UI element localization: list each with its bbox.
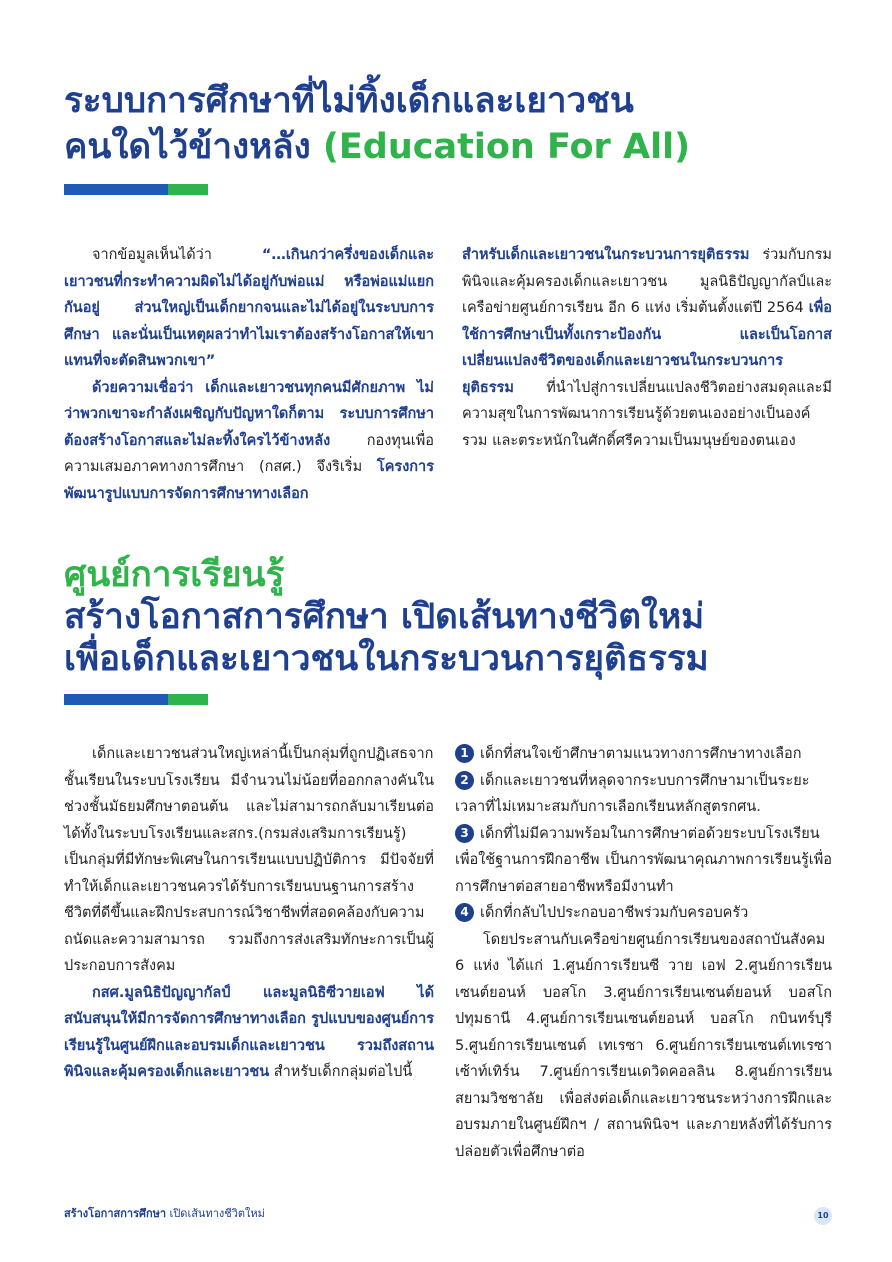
section1-right-paragraph <box>462 242 832 454</box>
section1-paragraph2 <box>64 375 434 508</box>
footer-title-bold: สร้างโอกาสการศึกษา <box>64 1207 167 1220</box>
list-item-text: เด็กและเยาวชนที่หลุดจากระบบการศึกษามาเป็นระยะเวลาที่ไม่เหมาะสมกับการเลือกเรียนหลักสูตรกศน. <box>455 772 810 815</box>
list-item <box>455 768 832 821</box>
underline-green-segment <box>168 694 208 705</box>
section2-p2-support: กสศ.มูลนิธิปัญญากัลป์ และมูลนิธิซีวายเอฟ ได้สนับสนุนให้มีการจัดการศึกษาทางเลือก รูปแบบของศูนย์การเรียนรู้ในศูนย์ฝึกและอบรมเด็กและเยาวชน รวมถึงสถานพินิจและคุ้มครองเด็กและเยาวชน <box>64 984 434 1080</box>
section1-right-column <box>462 242 832 454</box>
section2-paragraph1: เด็กและเยาวชนส่วนใหญ่เหล่านี้เป็นกลุ่มที่ถูกปฏิเสธจากชั้นเรียนในระบบโรงเรียน มีจำนวนไม่น้อยที่ออกกลางคันในช่วงชั้นมัธยมศึกษาตอนต้น และไม่สามารถกลับมาเรียนต่อได้ทั้งในระบบโรงเรียนและสกร.(กรมส่งเสริมการเรียนรู้) เป็นกลุ่มที่มีทักษะพิเศษในการเรียนแบบปฏิบัติการ มีปัจจัยที่ทำให้เด็กและเยาวชนควรได้รับการเรียนบนฐานการสร้างชีวิตที่ดีขึ้นและฝึกประสบการณ์วิชาชีพที่สอดคล้องกับความถนัดและความสามารถ รวมถึงการส่งเสริมทักษะการเป็นผู้ประกอบการสังคม <box>64 746 434 974</box>
section2-right-column <box>455 741 832 1165</box>
section2-heading-line3: เพื่อเด็กและเยาวชนในกระบวนการยุติธรรม <box>64 639 709 679</box>
section1-right-bold1: สำหรับเด็กและเยาวชนในกระบวนการยุติธรรม <box>462 247 750 263</box>
section2-paragraph2 <box>64 980 434 1086</box>
section1-p2-project: โครงการพัฒนารูปแบบการจัดการศึกษาทางเลือก <box>64 459 434 502</box>
main-heading-accent: (Education For All) <box>322 127 691 167</box>
main-heading-line2-text: คนใดไว้ข้างหลัง <box>64 127 323 167</box>
section2-heading-line2: สร้างโอกาสการศึกษา เปิดเส้นทางชีวิตใหม่ <box>64 597 705 637</box>
list-item-text: เด็กที่สนใจเข้าศึกษาตามแนวทางการศึกษาทางเลือก <box>480 746 802 762</box>
underline-green-segment <box>168 184 208 195</box>
list-item <box>455 741 832 768</box>
section1-right-bold2: เพื่อใช้การศึกษาเป็นทั้งเกราะป้องกัน และเป็นโอกาสเปลี่ยนแปลงชีวิตของเด็กและเยาวชนในกระบวนการยุติธรรม <box>462 300 832 396</box>
number-badge: 2 <box>455 771 474 790</box>
section1-p2-belief: ด้วยความเชื่อว่า เด็กและเยาวชนทุกคนมีศักยภาพ ไม่ว่าพวกเขาจะกำลังเผชิญกับปัญหาใดก็ตาม ระบบการศึกษาต้องสร้างโอกาสและไม่ละทิ้งใครไว้ข้างหลัง <box>64 379 434 449</box>
page-footer <box>64 1204 265 1222</box>
list-item-text: เด็กที่ไม่มีความพร้อมในการศึกษาต่อด้วยระบบโรงเรียน เพื่อใช้ฐานการฝึกอาชีพ เป็นการพัฒนาคุณภาพการเรียนรู้เพื่อการศึกษาต่อสายอาชีพหรือมีงานทำ <box>455 825 832 895</box>
page-number: 10 <box>814 1207 832 1225</box>
number-badge: 4 <box>455 903 474 922</box>
section1-right-normal2: ที่นำไปสู่การเปลี่ยนแปลงชีวิตอย่างสมดุลและมีความสุขในการพัฒนาการเรียนรู้ด้วยตนเองอย่างเป็นองค์รวม และตระหนักในศักดิ์ศรีความเป็นมนุษย์ของตนเอง <box>462 379 832 449</box>
section2-closing-paragraph: โดยประสานกับเครือข่ายศูนย์การเรียนของสถาบันสังคม 6 แห่ง ได้แก่ 1.ศูนย์การเรียนซี วาย เอฟ 2.ศูนย์การเรียนเซนต์ยอนห์ บอสโก 3.ศูนย์การเรียนเซนต์ยอนห์ บอสโก ปทุมธานี 4.ศูนย์การเรียนเซนต์ยอนห์ บอสโก กบินทร์บุรี 5.ศูนย์การเรียนเซนต์ เทเรซา 6.ศูนย์การเรียนเซนต์เทเรซา เซ้าท์เทิร์น 7.ศูนย์การเรียนเดวิดคอลลิน 8.ศูนย์การเรียนสยามวิชชาลัย เพื่อส่งต่อเด็กและเยาวชนระหว่างการฝึกและอบรมภายในศูนย์ฝึกฯ / สถานพินิจฯ และภายหลังที่ได้รับการปล่อยตัวเพื่อศึกษาต่อ <box>455 931 832 1160</box>
section1-p1-quote: “…เกินกว่าครึ่งของเด็กและเยาวชนที่กระทำความผิดไม่ได้อยู่กับพ่อแม่ หรือพ่อแม่แยกกันอยู่ ส่วนใหญ่เป็นเด็กยากจนและไม่ได้อยู่ในระบบการศึกษา และนั่นเป็นเหตุผลว่าทำไมเราต้องสร้างโอกาสให้เขาแทนที่จะตัดสินพวกเขา” <box>64 247 434 369</box>
section1-right-normal1: ร่วมกับกรมพินิจและคุ้มครองเด็กและเยาวชน มูลนิธิปัญญากัลป์และเครือข่ายศูนย์การเรียน อีก 6 แห่ง เริ่มต้นตั้งแต่ปี 2564 <box>462 247 832 316</box>
underline-blue-segment <box>64 184 168 195</box>
section2-left-column <box>64 741 434 1086</box>
number-badge: 1 <box>455 744 474 763</box>
section1-left-column <box>64 242 434 507</box>
underline-blue-segment <box>64 694 168 705</box>
list-item <box>455 821 832 901</box>
main-heading-line1: ระบบการศึกษาที่ไม่ทิ้งเด็กและเยาวชน <box>64 81 634 121</box>
main-heading <box>64 78 844 170</box>
main-heading-line2 <box>64 124 844 170</box>
section1-p1-intro: จากข้อมูลเห็นได้ว่า <box>92 247 262 263</box>
footer-title-normal: เปิดเส้นทางชีวิตใหม่ <box>166 1207 265 1220</box>
list-item-text: เด็กที่กลับไปประกอบอาชีพร่วมกับครอบครัว <box>480 905 749 921</box>
section2-heading <box>64 554 864 680</box>
list-item <box>455 900 832 927</box>
section2-p2-tail: สำหรับเด็กกลุ่มต่อไปนี้ <box>269 1064 413 1080</box>
section1-paragraph1 <box>64 242 434 375</box>
number-badge: 3 <box>455 824 474 843</box>
section2-heading-line1: ศูนย์การเรียนรู้ <box>64 555 285 595</box>
section1-p2-fund: กองทุนเพื่อความเสมอภาคทางการศึกษา (กสศ.) จึงริเริ่ม <box>64 432 434 475</box>
